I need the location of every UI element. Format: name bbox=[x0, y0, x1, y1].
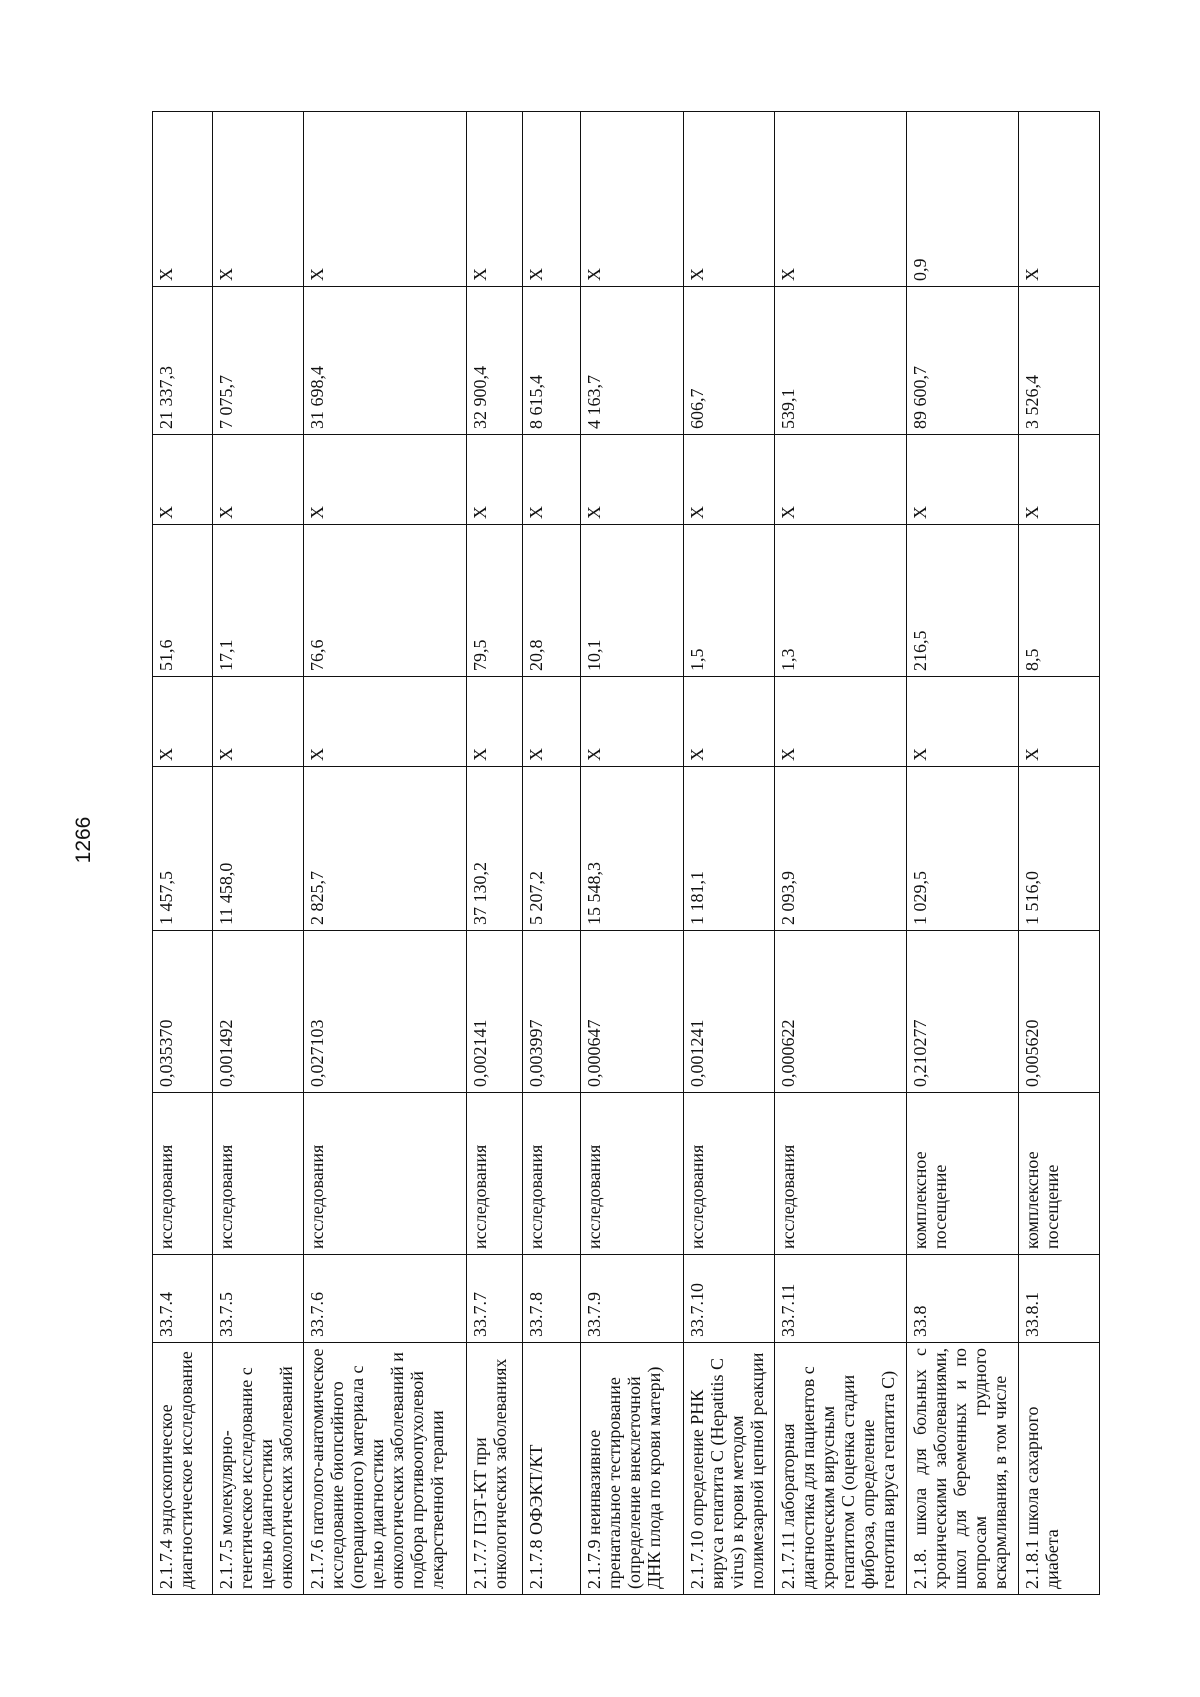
row-cost: 1 181,1 bbox=[683, 767, 774, 931]
table-row bbox=[683, 112, 774, 1595]
row-val2: 89 600,7 bbox=[906, 287, 1018, 435]
row-val2: 7 075,7 bbox=[213, 287, 303, 435]
row-unit: исследования bbox=[466, 1093, 522, 1255]
row-val2: 31 698,4 bbox=[303, 287, 466, 435]
row-val1: 17,1 bbox=[213, 525, 303, 677]
row-val2: 8 615,4 bbox=[522, 287, 580, 435]
row-x3: Х bbox=[522, 112, 580, 287]
row-code: 33.7.11 bbox=[774, 1255, 906, 1343]
row-x3: Х bbox=[153, 112, 213, 287]
row-cost: 2 093,9 bbox=[774, 767, 906, 931]
row-norm: 0,003997 bbox=[522, 931, 580, 1093]
row-cost: 2 825,7 bbox=[303, 767, 466, 931]
row-cost: 1 516,0 bbox=[1018, 767, 1099, 931]
row-code: 33.7.8 bbox=[522, 1255, 580, 1343]
row-name: 2.1.7.4 эндоскопическое диагностическое исследование bbox=[153, 1343, 213, 1595]
row-x2: Х bbox=[522, 435, 580, 525]
row-x3: Х bbox=[303, 112, 466, 287]
row-val1: 8,5 bbox=[1018, 525, 1099, 677]
row-x2: Х bbox=[466, 435, 522, 525]
table-container bbox=[152, 112, 1200, 1589]
row-x1: Х bbox=[1018, 677, 1099, 767]
row-unit: исследования bbox=[213, 1093, 303, 1255]
row-name: 2.1.7.6 патолого-анатомическое исследование биопсийного (операционного) материала с целью диагностики онкологических заболеваний и подбора противоопухолевой лекарственной терапии bbox=[303, 1343, 466, 1595]
row-unit: комплексное посещение bbox=[1018, 1093, 1099, 1255]
row-val1: 216,5 bbox=[906, 525, 1018, 677]
row-x2: Х bbox=[1018, 435, 1099, 525]
row-unit: исследования bbox=[580, 1093, 683, 1255]
row-x2: Х bbox=[683, 435, 774, 525]
row-norm: 0,027103 bbox=[303, 931, 466, 1093]
row-code: 33.7.4 bbox=[153, 1255, 213, 1343]
table-row bbox=[906, 112, 1018, 1595]
row-x3: Х bbox=[774, 112, 906, 287]
row-x2: Х bbox=[303, 435, 466, 525]
row-code: 33.8 bbox=[906, 1255, 1018, 1343]
row-code: 33.7.10 bbox=[683, 1255, 774, 1343]
row-unit: комплексное посещение bbox=[906, 1093, 1018, 1255]
table-row bbox=[213, 112, 303, 1595]
row-unit: исследования bbox=[683, 1093, 774, 1255]
row-x2: Х bbox=[774, 435, 906, 525]
row-val2: 21 337,3 bbox=[153, 287, 213, 435]
row-code: 33.8.1 bbox=[1018, 1255, 1099, 1343]
row-name: 2.1.7.11 лабораторная диагностика для пациентов с хроническим вирусным гепатитом С (оценка стадии фиброза, определение генотипа вируса гепатита С) bbox=[774, 1343, 906, 1595]
row-x1: Х bbox=[153, 677, 213, 767]
row-x2: Х bbox=[213, 435, 303, 525]
table-row bbox=[466, 112, 522, 1595]
row-norm: 0,035370 bbox=[153, 931, 213, 1093]
row-x3: Х bbox=[1018, 112, 1099, 287]
row-x1: Х bbox=[213, 677, 303, 767]
row-name: 2.1.7.5 молекулярно-генетическое исследование с целью диагностики онкологических заболеваний bbox=[213, 1343, 303, 1595]
data-table bbox=[152, 111, 1100, 1595]
row-val2: 539,1 bbox=[774, 287, 906, 435]
row-norm: 0,001492 bbox=[213, 931, 303, 1093]
table-row bbox=[580, 112, 683, 1595]
row-norm: 0,000622 bbox=[774, 931, 906, 1093]
table-row bbox=[774, 112, 906, 1595]
row-val2: 606,7 bbox=[683, 287, 774, 435]
table-row bbox=[1018, 112, 1099, 1595]
row-x1: Х bbox=[774, 677, 906, 767]
row-code: 33.7.9 bbox=[580, 1255, 683, 1343]
row-val1: 20,8 bbox=[522, 525, 580, 677]
row-x3: Х bbox=[466, 112, 522, 287]
row-x1: Х bbox=[303, 677, 466, 767]
row-norm: 0,000647 bbox=[580, 931, 683, 1093]
row-cost: 37 130,2 bbox=[466, 767, 522, 931]
row-val1: 79,5 bbox=[466, 525, 522, 677]
table-row bbox=[303, 112, 466, 1595]
row-x3: Х bbox=[683, 112, 774, 287]
row-cost: 11 458,0 bbox=[213, 767, 303, 931]
row-unit: исследования bbox=[303, 1093, 466, 1255]
row-name: 2.1.7.10 определение РНК вируса гепатита С (Hepatitis С virus) в крови методом полимезарной цепной реакции bbox=[683, 1343, 774, 1595]
row-code: 33.7.5 bbox=[213, 1255, 303, 1343]
row-norm: 0,005620 bbox=[1018, 931, 1099, 1093]
row-val2: 3 526,4 bbox=[1018, 287, 1099, 435]
row-x1: Х bbox=[906, 677, 1018, 767]
row-x2: Х bbox=[153, 435, 213, 525]
table-row bbox=[522, 112, 580, 1595]
row-name: 2.1.7.9 неинвазивное пренатальное тестирование (определение внеклеточной ДНК плода по крови матери) bbox=[580, 1343, 683, 1595]
row-norm: 0,002141 bbox=[466, 931, 522, 1093]
row-norm: 0,210277 bbox=[906, 931, 1018, 1093]
row-cost: 1 029,5 bbox=[906, 767, 1018, 931]
row-x3: Х bbox=[213, 112, 303, 287]
row-unit: исследования bbox=[522, 1093, 580, 1255]
row-norm: 0,001241 bbox=[683, 931, 774, 1093]
row-name: 2.1.8. школа для больных с хроническими заболеваниями, школ для беременных и по вопросам грудного вскармливания, в том числе bbox=[906, 1343, 1018, 1595]
row-val2: 32 900,4 bbox=[466, 287, 522, 435]
row-name: 2.1.7.7 ПЭТ-КТ при онкологических заболеваниях bbox=[466, 1343, 522, 1595]
row-val1: 51,6 bbox=[153, 525, 213, 677]
row-x3: Х bbox=[580, 112, 683, 287]
row-val1: 1,3 bbox=[774, 525, 906, 677]
row-cost: 15 548,3 bbox=[580, 767, 683, 931]
row-cost: 5 207,2 bbox=[522, 767, 580, 931]
row-val1: 76,6 bbox=[303, 525, 466, 677]
row-name: 2.1.8.1 школа сахарного диабета bbox=[1018, 1343, 1099, 1595]
row-name: 2.1.7.8 ОФЭКТ/КТ bbox=[522, 1343, 580, 1595]
row-val1: 10,1 bbox=[580, 525, 683, 677]
row-code: 33.7.7 bbox=[466, 1255, 522, 1343]
row-x3: 0,9 bbox=[906, 112, 1018, 287]
row-x1: Х bbox=[466, 677, 522, 767]
row-unit: исследования bbox=[153, 1093, 213, 1255]
row-val2: 4 163,7 bbox=[580, 287, 683, 435]
row-cost: 1 457,5 bbox=[153, 767, 213, 931]
row-code: 33.7.6 bbox=[303, 1255, 466, 1343]
table-row bbox=[153, 112, 213, 1595]
row-x2: Х bbox=[906, 435, 1018, 525]
row-unit: исследования bbox=[774, 1093, 906, 1255]
row-val1: 1,5 bbox=[683, 525, 774, 677]
page-number: 1266 bbox=[72, 816, 95, 864]
row-x1: Х bbox=[580, 677, 683, 767]
row-x2: Х bbox=[580, 435, 683, 525]
row-x1: Х bbox=[522, 677, 580, 767]
row-x1: Х bbox=[683, 677, 774, 767]
